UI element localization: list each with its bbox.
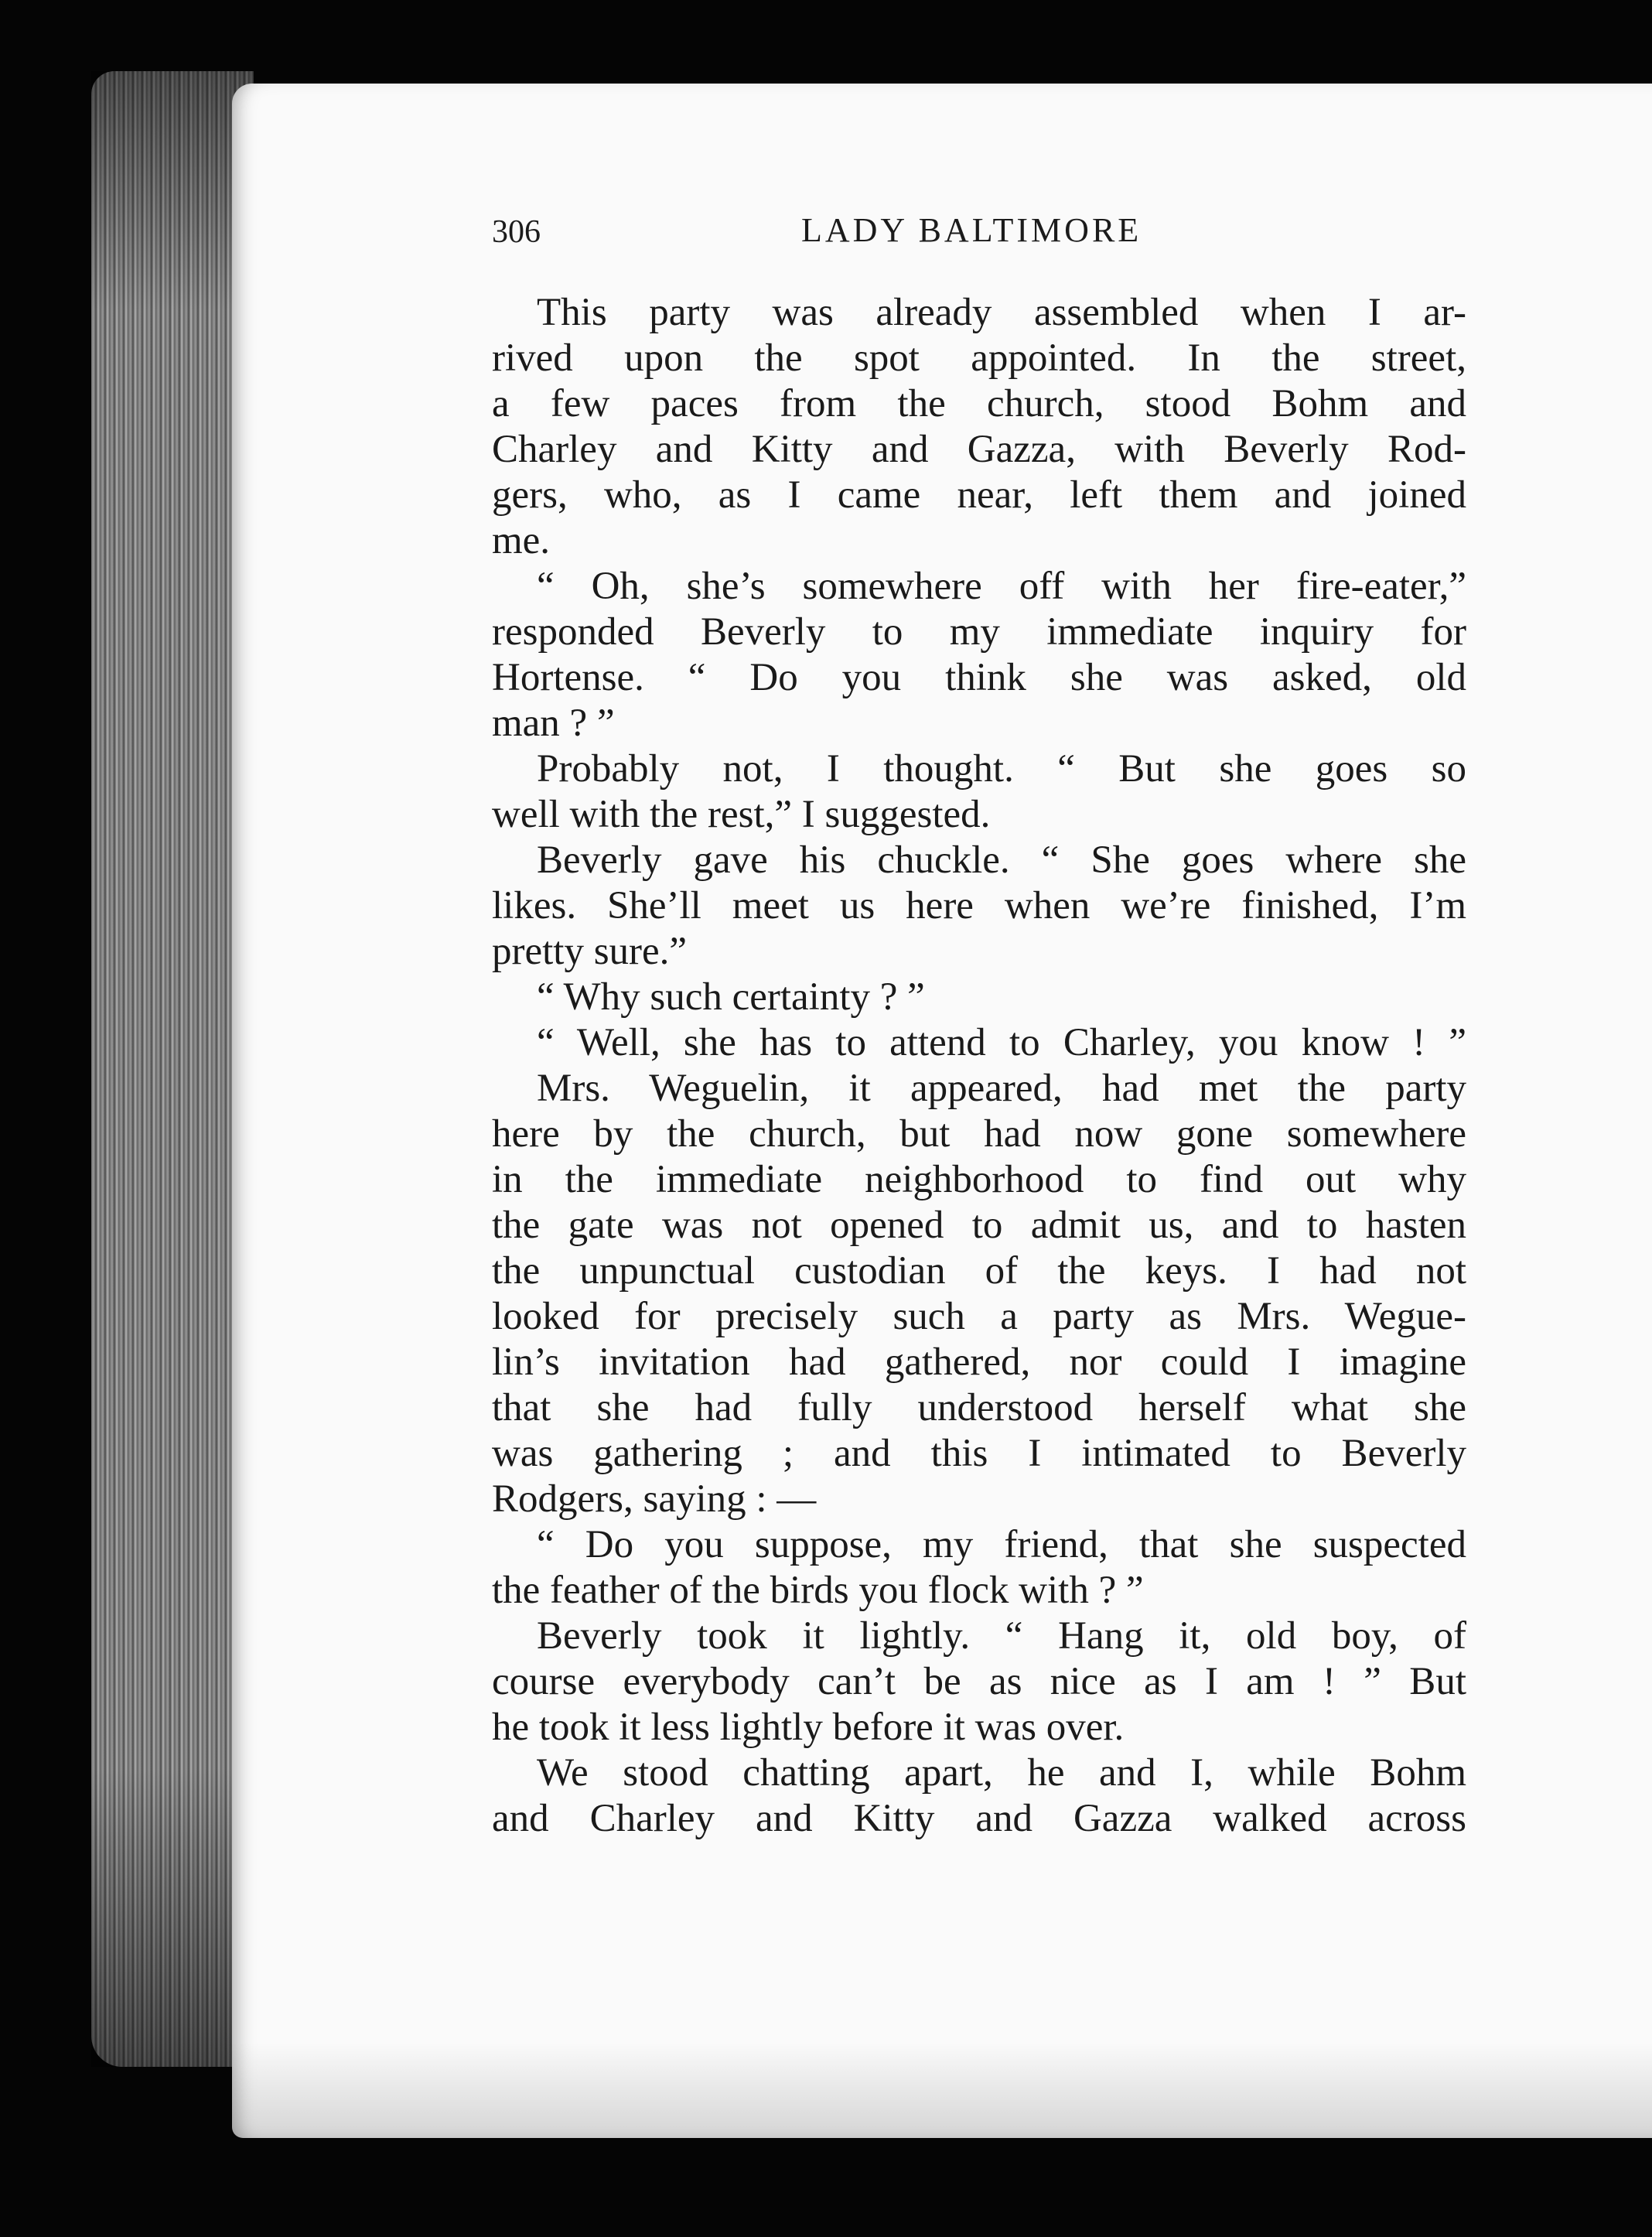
text-line: was gathering ; and this I intimated to Beverly — [492, 1432, 1466, 1475]
text-line: pretty sure.” — [492, 930, 688, 973]
text-line: “ Oh, she’s somewhere off with her fire-eater,” — [537, 565, 1466, 608]
text-line: course everybody can’t be as nice as I am ! ” But — [492, 1660, 1466, 1703]
text-line: man ? ” — [492, 702, 615, 745]
text-line: Beverly took it lightly. “ Hang it, old boy, of — [537, 1614, 1466, 1658]
text-line: We stood chatting apart, he and I, while Bohm — [537, 1751, 1466, 1795]
text-line: Hortense. “ Do you think she was asked, old — [492, 656, 1466, 699]
text-line: gers, who, as I came near, left them and joined — [492, 473, 1466, 517]
text-line: Mrs. Weguelin, it appeared, had met the party — [537, 1067, 1466, 1110]
text-line: “ Well, she has to attend to Charley, you know ! ” — [537, 1021, 1466, 1064]
text-line: the feather of the birds you flock with ? ” — [492, 1569, 1144, 1612]
text-line: “ Why such certainty ? ” — [537, 975, 925, 1019]
running-head: LADY BALTIMORE — [801, 211, 1142, 249]
text-line: me. — [492, 519, 551, 562]
text-line: in the immediate neighborhood to find out why — [492, 1158, 1466, 1201]
text-line: he took it less lightly before it was over. — [492, 1706, 1125, 1749]
text-line: and Charley and Kitty and Gazza walked across — [492, 1797, 1466, 1840]
text-line: looked for precisely such a party as Mrs. Wegue- — [492, 1295, 1466, 1338]
text-line: the gate was not opened to admit us, and to hasten — [492, 1204, 1466, 1247]
text-line: rived upon the spot appointed. In the street, — [492, 336, 1466, 380]
text-line: a few paces from the church, stood Bohm and — [492, 382, 1466, 425]
text-line: “ Do you suppose, my friend, that she suspected — [537, 1523, 1466, 1566]
text-line: responded Beverly to my immediate inquiry for — [492, 610, 1466, 654]
text-line: Rodgers, saying : — — [492, 1477, 817, 1521]
body-text — [492, 290, 1466, 1842]
text-line: well with the rest,” I suggested. — [492, 793, 991, 836]
text-line: likes. She’ll meet us here when we’re finished, I’m — [492, 884, 1466, 927]
text-line: the unpunctual custodian of the keys. I had not — [492, 1249, 1466, 1293]
page-number: 306 — [492, 214, 541, 250]
text-line: Beverly gave his chuckle. “ She goes where she — [537, 838, 1466, 882]
book-page-edges — [91, 71, 254, 2067]
text-line: lin’s invitation had gathered, nor could I imagine — [492, 1340, 1466, 1384]
text-line: here by the church, but had now gone somewhere — [492, 1112, 1466, 1156]
page-header — [492, 210, 1459, 272]
text-line: Charley and Kitty and Gazza, with Beverly Rod- — [492, 428, 1466, 471]
text-line: Probably not, I thought. “ But she goes so — [537, 747, 1466, 791]
page-shadow — [232, 2042, 1652, 2138]
text-line: This party was already assembled when I ar- — [537, 291, 1466, 334]
text-line: that she had fully understood herself what she — [492, 1386, 1466, 1429]
